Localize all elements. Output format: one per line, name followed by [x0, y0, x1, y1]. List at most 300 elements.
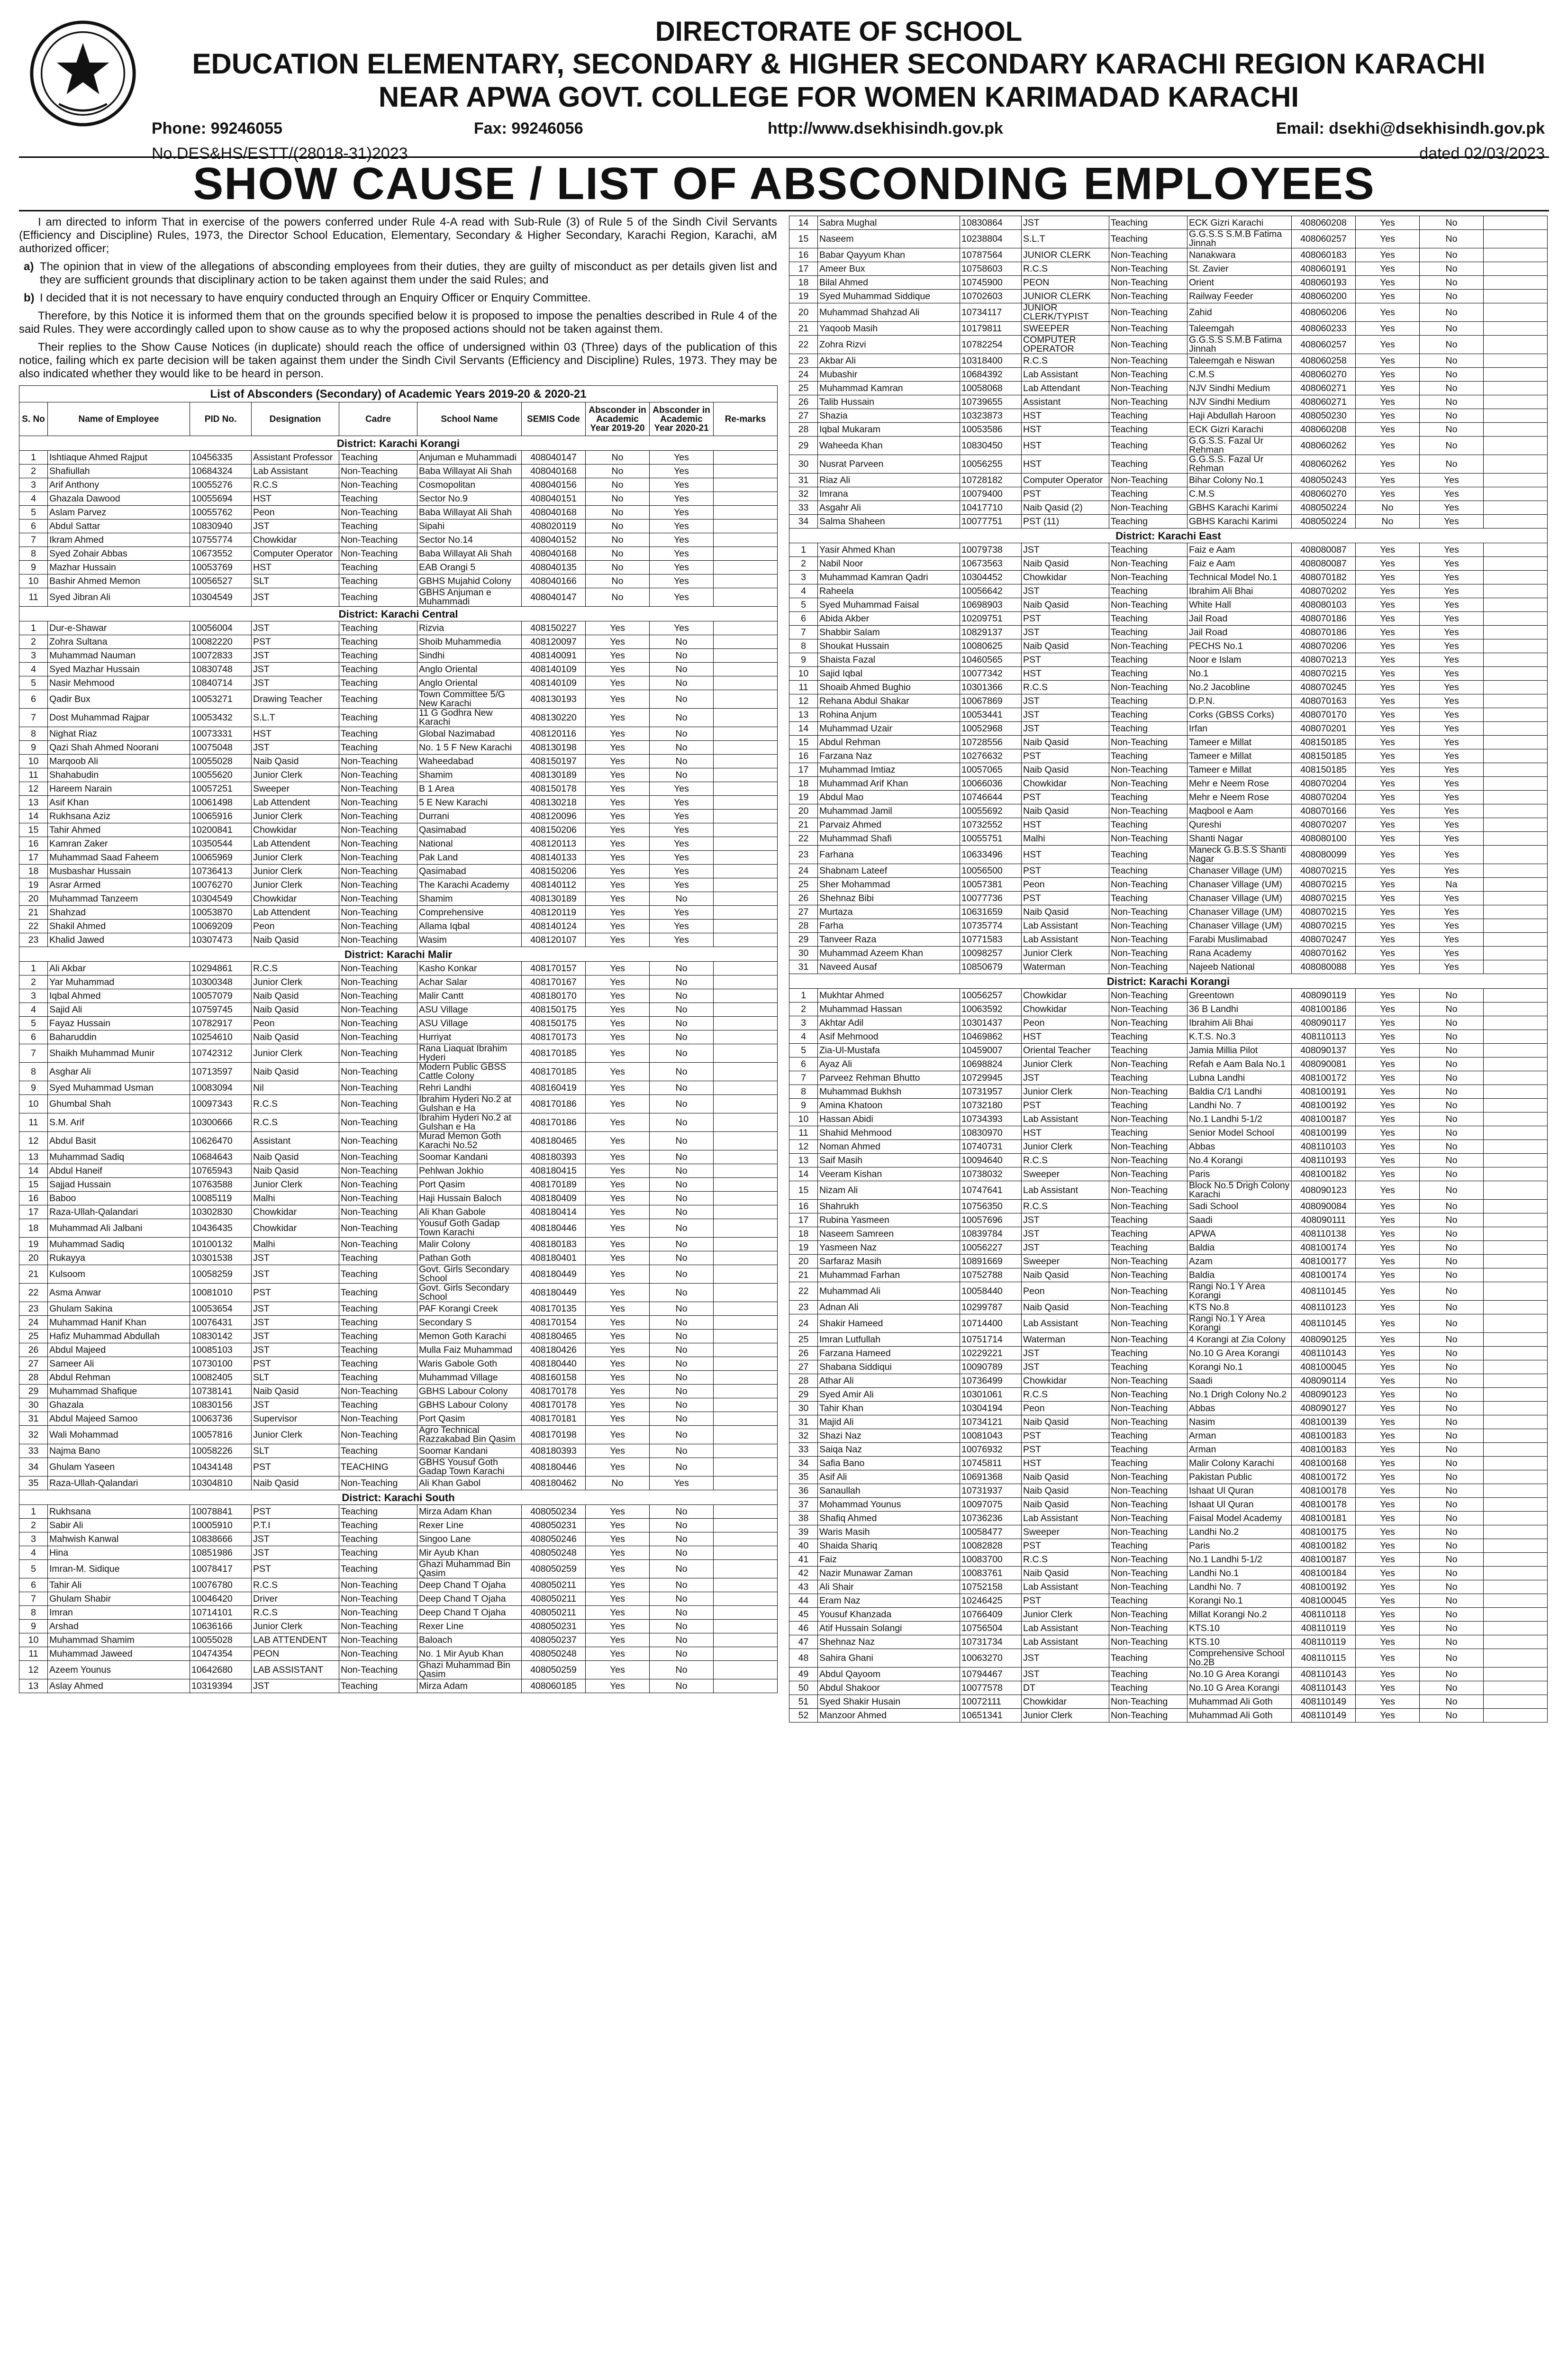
- table-cell: [1484, 1415, 1548, 1429]
- table-cell: 10: [19, 1095, 48, 1113]
- table-cell: 6: [19, 1030, 48, 1044]
- table-cell: Yes: [586, 1113, 650, 1132]
- table-cell: Yes: [586, 823, 650, 837]
- table-cell: JST: [252, 1398, 339, 1412]
- table-cell: No: [586, 588, 650, 607]
- table-cell: 10830864: [960, 216, 1022, 230]
- table-cell: Non-Teaching: [1109, 290, 1187, 303]
- table-cell: 10082828: [960, 1539, 1022, 1553]
- table-cell: [1484, 749, 1548, 763]
- table-cell: 10642680: [190, 1661, 252, 1679]
- table-cell: JUNIOR CLERK: [1022, 248, 1109, 262]
- table-cell: [714, 975, 778, 989]
- table-cell: No: [586, 478, 650, 492]
- table-cell: Peon: [1022, 1016, 1109, 1030]
- table-cell: [714, 865, 778, 878]
- table-cell: 10056527: [190, 574, 252, 588]
- table-cell: [1484, 1608, 1548, 1622]
- table-cell: 408070215: [1292, 919, 1356, 933]
- table-cell: [714, 920, 778, 933]
- table-cell: [714, 1192, 778, 1205]
- point-a-label: a): [24, 260, 34, 273]
- table-cell: Yes: [650, 561, 714, 574]
- table-cell: [1484, 557, 1548, 571]
- table-cell: Nasim: [1187, 1415, 1292, 1429]
- table-cell: Mir Ayub Khan: [417, 1546, 522, 1560]
- column-header: Cadre: [339, 402, 417, 436]
- table-row: [789, 1213, 1548, 1227]
- table-cell: ASU Village: [417, 1003, 522, 1017]
- table-cell: 23: [19, 1302, 48, 1316]
- table-cell: Pehlwan Jokhio: [417, 1164, 522, 1178]
- table-cell: 10300666: [190, 1113, 252, 1132]
- table-cell: Junior Clerk: [252, 865, 339, 878]
- table-cell: Shoaib Ahmed Bughio: [818, 681, 960, 694]
- table-cell: 408140109: [522, 676, 586, 690]
- table-cell: PECHS No.1: [1187, 639, 1292, 653]
- table-cell: JST: [252, 1251, 339, 1265]
- table-cell: Non-Teaching: [339, 1592, 417, 1606]
- table-cell: Qazi Shah Ahmed Noorani: [48, 741, 190, 755]
- table-cell: 4: [789, 584, 818, 598]
- table-cell: No: [1420, 989, 1484, 1003]
- table-cell: 408150206: [522, 823, 586, 837]
- table-cell: Yes: [586, 1219, 650, 1238]
- table-cell: No: [1420, 455, 1484, 474]
- table-row: [19, 1398, 778, 1412]
- table-cell: 20: [789, 1255, 818, 1268]
- table-cell: No: [650, 1620, 714, 1633]
- department-title: EDUCATION ELEMENTARY, SECONDARY & HIGHER SECONDARY KARACHI REGION KARACHI: [192, 48, 1486, 80]
- table-cell: Yes: [650, 574, 714, 588]
- table-cell: JST: [252, 676, 339, 690]
- table-cell: Yes: [586, 1371, 650, 1385]
- table-cell: 408060183: [1292, 248, 1356, 262]
- table-cell: The Karachi Academy: [417, 878, 522, 892]
- notice-date: dated 02/03/2023: [1419, 145, 1545, 163]
- table-cell: 10830940: [190, 520, 252, 533]
- table-cell: No: [650, 1444, 714, 1458]
- table-cell: Waris Masih: [818, 1525, 960, 1539]
- table-cell: 408100139: [1292, 1415, 1356, 1429]
- table-cell: [1484, 303, 1548, 322]
- table-cell: 10055751: [960, 832, 1022, 846]
- table-row: [789, 262, 1548, 276]
- table-cell: PST: [1022, 864, 1109, 878]
- table-cell: 17: [19, 1205, 48, 1219]
- table-row: [19, 1238, 778, 1251]
- table-cell: 10304549: [190, 588, 252, 607]
- table-cell: [1484, 395, 1548, 409]
- table-cell: 10746644: [960, 791, 1022, 804]
- table-cell: 10840714: [190, 676, 252, 690]
- table-row: [789, 892, 1548, 905]
- table-cell: Syed Mazhar Hussain: [48, 663, 190, 676]
- table-cell: Yes: [586, 1081, 650, 1095]
- table-row: [19, 1357, 778, 1371]
- table-row: [19, 1205, 778, 1219]
- table-cell: Yes: [1356, 1347, 1420, 1360]
- table-cell: 10056642: [960, 584, 1022, 598]
- absconders-table-left: [19, 385, 778, 1693]
- table-cell: Wali Mohammad: [48, 1426, 190, 1444]
- table-cell: Teaching: [1109, 1649, 1187, 1668]
- table-row: [789, 1003, 1548, 1016]
- table-cell: 408090081: [1292, 1057, 1356, 1071]
- table-cell: No: [1420, 1030, 1484, 1044]
- table-cell: Syed Muhammad Siddique: [818, 290, 960, 303]
- table-cell: Yes: [1356, 216, 1420, 230]
- table-cell: Yes: [586, 920, 650, 933]
- table-cell: 10058068: [960, 382, 1022, 395]
- column-header: Absconder in Academic Year 2020-21: [650, 402, 714, 436]
- table-cell: 15: [19, 1178, 48, 1192]
- table-row: [789, 1512, 1548, 1525]
- table-cell: 6: [789, 1057, 818, 1071]
- table-cell: Imran Lutfullah: [818, 1333, 960, 1347]
- table-cell: Yes: [650, 506, 714, 520]
- table-cell: JST: [252, 649, 339, 663]
- table-cell: Yes: [1356, 708, 1420, 722]
- table-row: [789, 1525, 1548, 1539]
- table-cell: Azam: [1187, 1255, 1292, 1268]
- table-cell: 33: [789, 501, 818, 515]
- table-row: [789, 437, 1548, 455]
- table-cell: 15: [789, 736, 818, 749]
- table-cell: No: [1420, 1635, 1484, 1649]
- table-cell: 408050248: [522, 1546, 586, 1560]
- table-cell: Teaching: [339, 635, 417, 649]
- table-cell: Lab Attendant: [1022, 382, 1109, 395]
- table-cell: 10076431: [190, 1316, 252, 1330]
- table-cell: [1484, 543, 1548, 557]
- table-cell: Assistant: [1022, 395, 1109, 409]
- table-cell: 408050211: [522, 1592, 586, 1606]
- table-cell: Yes: [586, 851, 650, 865]
- table-cell: Non-Teaching: [1109, 1695, 1187, 1709]
- table-cell: Yes: [1356, 612, 1420, 626]
- table-cell: Naib Qasid: [252, 1477, 339, 1490]
- table-cell: Abida Akber: [818, 612, 960, 626]
- table-cell: Yes: [1420, 832, 1484, 846]
- table-cell: 408170186: [522, 1113, 586, 1132]
- column-header: School Name: [417, 402, 522, 436]
- table-cell: 10417710: [960, 501, 1022, 515]
- table-cell: Muhammad Uzair: [818, 722, 960, 736]
- table-cell: Yes: [586, 1284, 650, 1302]
- table-row: [19, 478, 778, 492]
- table-cell: Bilal Ahmed: [818, 276, 960, 290]
- table-cell: No: [1420, 1681, 1484, 1695]
- table-cell: Muhammad Sadiq: [48, 1150, 190, 1164]
- table-cell: Teaching: [339, 1560, 417, 1578]
- table-cell: Non-Teaching: [339, 1219, 417, 1238]
- table-cell: SLT: [252, 574, 339, 588]
- table-cell: Non-Teaching: [339, 892, 417, 906]
- table-cell: [1484, 1695, 1548, 1709]
- table-cell: No: [1420, 1282, 1484, 1301]
- table-cell: Shamim: [417, 768, 522, 782]
- table-cell: Non-Teaching: [1109, 1608, 1187, 1622]
- table-cell: 17: [789, 262, 818, 276]
- table-cell: [714, 1113, 778, 1132]
- table-cell: 14: [19, 1164, 48, 1178]
- table-cell: 10055620: [190, 768, 252, 782]
- email-link[interactable]: Email: dsekhi@dsekhisindh.gov.pk: [1276, 119, 1545, 137]
- table-cell: 10058226: [190, 1444, 252, 1458]
- table-cell: Non-Teaching: [339, 1113, 417, 1132]
- table-cell: Yes: [1356, 336, 1420, 354]
- table-row: [19, 782, 778, 796]
- table-cell: No: [586, 533, 650, 547]
- table-cell: Yes: [1420, 919, 1484, 933]
- table-cell: Ghulam Sakina: [48, 1302, 190, 1316]
- table-cell: Teaching: [339, 1284, 417, 1302]
- table-cell: 408080099: [1292, 846, 1356, 864]
- table-row: [19, 649, 778, 663]
- table-cell: Chowkidar: [1022, 1695, 1109, 1709]
- table-cell: Syed Jibran Ali: [48, 588, 190, 607]
- table-cell: 3: [19, 989, 48, 1003]
- table-cell: Tameer e Millat: [1187, 763, 1292, 777]
- table-cell: 10077342: [960, 667, 1022, 681]
- table-cell: 1: [19, 451, 48, 465]
- table-cell: No.10 G Area Korangi: [1187, 1347, 1292, 1360]
- table-cell: 10304549: [190, 892, 252, 906]
- table-cell: [714, 1330, 778, 1343]
- table-cell: R.C.S: [1022, 1154, 1109, 1167]
- table-cell: 6: [19, 520, 48, 533]
- table-cell: 10082220: [190, 635, 252, 649]
- table-cell: 10739655: [960, 395, 1022, 409]
- table-cell: No: [586, 465, 650, 478]
- table-cell: Yes: [586, 649, 650, 663]
- table-cell: Global Nazimabad: [417, 727, 522, 741]
- table-cell: Yes: [1356, 749, 1420, 763]
- table-cell: 408070162: [1292, 947, 1356, 960]
- table-cell: Supervisor: [252, 1412, 339, 1426]
- table-row: [19, 975, 778, 989]
- table-cell: Yes: [1356, 681, 1420, 694]
- table-cell: Yes: [1356, 639, 1420, 653]
- table-cell: [714, 933, 778, 947]
- column-header: Re-marks: [714, 402, 778, 436]
- table-cell: 10058259: [190, 1265, 252, 1284]
- table-cell: Yes: [650, 520, 714, 533]
- table-cell: Non-Teaching: [1109, 1622, 1187, 1635]
- table-cell: Maneck G.B.S.S Shanti Nagar: [1187, 846, 1292, 864]
- table-cell: Muhammad Shafi: [818, 832, 960, 846]
- table-cell: S.L.T: [252, 709, 339, 727]
- table-cell: Naib Qasid: [1022, 1268, 1109, 1282]
- table-cell: Non-Teaching: [1109, 303, 1187, 322]
- table-cell: 408060262: [1292, 455, 1356, 474]
- table-cell: Naib Qasid: [1022, 1567, 1109, 1580]
- table-cell: Teaching: [1109, 1227, 1187, 1241]
- table-cell: Yasmeen Naz: [818, 1241, 960, 1255]
- table-cell: 10752158: [960, 1580, 1022, 1594]
- table-cell: Ibrahim Ali Bhai: [1187, 1016, 1292, 1030]
- table-cell: 408100172: [1292, 1071, 1356, 1085]
- table-cell: Lab Assistant: [1022, 1314, 1109, 1333]
- table-cell: Abdul Majeed Samoo: [48, 1412, 190, 1426]
- table-cell: No: [650, 690, 714, 709]
- table-row: [789, 989, 1548, 1003]
- table-cell: Parveez Rehman Bhutto: [818, 1071, 960, 1085]
- table-cell: Non-Teaching: [1109, 1567, 1187, 1580]
- table-cell: Shakil Ahmed: [48, 920, 190, 933]
- table-cell: Abbas: [1187, 1402, 1292, 1415]
- table-row: [19, 989, 778, 1003]
- table-cell: JST: [252, 1679, 339, 1693]
- table-cell: Majid Ali: [818, 1415, 960, 1429]
- table-cell: Yes: [1356, 1374, 1420, 1388]
- table-cell: Yes: [1356, 653, 1420, 667]
- table-cell: Muhammad Farhan: [818, 1268, 960, 1282]
- table-cell: Qasimabad: [417, 823, 522, 837]
- table-cell: Teaching: [1109, 543, 1187, 557]
- table-row: [19, 1560, 778, 1578]
- table-cell: No: [650, 1647, 714, 1661]
- table-cell: Yes: [1356, 804, 1420, 818]
- table-cell: No: [586, 492, 650, 506]
- table-cell: 3: [19, 649, 48, 663]
- table-cell: Sarfaraz Masih: [818, 1255, 960, 1268]
- table-row: [19, 755, 778, 768]
- table-cell: [714, 1560, 778, 1578]
- table-cell: Muhammad Hanif Khan: [48, 1316, 190, 1330]
- table-cell: 408080088: [1292, 960, 1356, 974]
- table-cell: 47: [789, 1635, 818, 1649]
- table-cell: Yes: [1356, 989, 1420, 1003]
- table-cell: Yes: [586, 1385, 650, 1398]
- table-cell: JST: [252, 1532, 339, 1546]
- table-cell: 9: [19, 1081, 48, 1095]
- table-row: [19, 1620, 778, 1633]
- table-cell: No: [650, 1302, 714, 1316]
- table-cell: Yes: [1356, 1241, 1420, 1255]
- table-cell: Abdul Sattar: [48, 520, 190, 533]
- table-cell: 408170154: [522, 1316, 586, 1330]
- table-cell: [714, 478, 778, 492]
- table-cell: Sajid Ali: [48, 1003, 190, 1017]
- table-cell: [1484, 501, 1548, 515]
- table-cell: Imran-M. Sidique: [48, 1560, 190, 1578]
- table-cell: Agro Technical Razzakabad Bin Qasim: [417, 1426, 522, 1444]
- table-cell: Deep Chand T Ojaha: [417, 1606, 522, 1620]
- table-cell: Teaching: [339, 1519, 417, 1532]
- table-cell: Yes: [1420, 667, 1484, 681]
- table-cell: [1484, 276, 1548, 290]
- table-cell: Nil: [252, 1081, 339, 1095]
- table-cell: [714, 663, 778, 676]
- table-cell: 408180415: [522, 1164, 586, 1178]
- table-cell: 9: [789, 1099, 818, 1112]
- table-cell: No: [1420, 1314, 1484, 1333]
- table-cell: 10072833: [190, 649, 252, 663]
- table-cell: 6: [19, 690, 48, 709]
- table-row: [789, 1457, 1548, 1470]
- table-cell: 10891669: [960, 1255, 1022, 1268]
- column-header: Name of Employee: [48, 402, 190, 436]
- district-row: [789, 974, 1548, 989]
- table-cell: DT: [1022, 1681, 1109, 1695]
- table-cell: [714, 892, 778, 906]
- table-cell: No: [650, 1003, 714, 1017]
- table-cell: 28: [789, 1374, 818, 1388]
- table-cell: R.C.S: [252, 962, 339, 975]
- table-cell: 10097075: [960, 1498, 1022, 1512]
- table-cell: PST: [1022, 1443, 1109, 1457]
- table-cell: Non-Teaching: [1109, 1635, 1187, 1649]
- table-cell: JST: [1022, 1227, 1109, 1241]
- table-cell: Yes: [1420, 905, 1484, 919]
- table-cell: Muhammad Azeem Khan: [818, 947, 960, 960]
- table-cell: Teaching: [1109, 791, 1187, 804]
- table-cell: No: [650, 755, 714, 768]
- table-row: [789, 382, 1548, 395]
- table-cell: Teaching: [339, 492, 417, 506]
- website-link[interactable]: http://www.dsekhisindh.gov.pk: [768, 119, 1003, 137]
- table-cell: 408100178: [1292, 1498, 1356, 1512]
- table-cell: 10745900: [960, 276, 1022, 290]
- table-cell: Sweeper: [1022, 1167, 1109, 1181]
- table-cell: 10: [19, 755, 48, 768]
- table-cell: 408060258: [1292, 354, 1356, 368]
- table-cell: Oriental Teacher: [1022, 1044, 1109, 1057]
- table-cell: [714, 649, 778, 663]
- table-cell: Tameer e Millat: [1187, 749, 1292, 763]
- table-cell: 408060233: [1292, 322, 1356, 336]
- table-cell: GBHS Yousuf Goth Gadap Town Karachi: [417, 1458, 522, 1477]
- table-cell: 4: [19, 1546, 48, 1560]
- table-row: [19, 547, 778, 561]
- table-row: [19, 1592, 778, 1606]
- table-cell: Ibrahim Hyderi No.2 at Gulshan e Ha: [417, 1113, 522, 1132]
- table-cell: Rubina Yasmeen: [818, 1213, 960, 1227]
- table-cell: Non-Teaching: [339, 989, 417, 1003]
- table-cell: Yes: [586, 1532, 650, 1546]
- table-cell: 408120096: [522, 810, 586, 823]
- table-cell: Muhammad Imtiaz: [818, 763, 960, 777]
- table-cell: Yes: [586, 1546, 650, 1560]
- table-cell: Yasir Ahmed Khan: [818, 543, 960, 557]
- table-cell: Yes: [1356, 262, 1420, 276]
- table-cell: Non-Teaching: [1109, 1255, 1187, 1268]
- table-cell: Non-Teaching: [339, 823, 417, 837]
- table-row: [789, 653, 1548, 667]
- table-cell: 27: [19, 1357, 48, 1371]
- table-cell: JST: [1022, 1071, 1109, 1085]
- table-cell: Taleemgah: [1187, 322, 1292, 336]
- table-cell: 408130218: [522, 796, 586, 810]
- table-cell: Yes: [586, 663, 650, 676]
- table-cell: No: [1420, 262, 1484, 276]
- table-cell: Farhana: [818, 846, 960, 864]
- table-cell: 408060208: [1292, 216, 1356, 230]
- table-cell: Yes: [1420, 708, 1484, 722]
- table-cell: Yes: [586, 1044, 650, 1063]
- table-row: [789, 777, 1548, 791]
- table-cell: No: [650, 1164, 714, 1178]
- table-cell: Yes: [1420, 777, 1484, 791]
- table-cell: TEACHING: [339, 1458, 417, 1477]
- point-b: [19, 292, 777, 305]
- table-cell: Yes: [586, 837, 650, 851]
- table-cell: JST: [252, 520, 339, 533]
- table-cell: Shabana Siddiqui: [818, 1360, 960, 1374]
- table-cell: Yes: [1356, 791, 1420, 804]
